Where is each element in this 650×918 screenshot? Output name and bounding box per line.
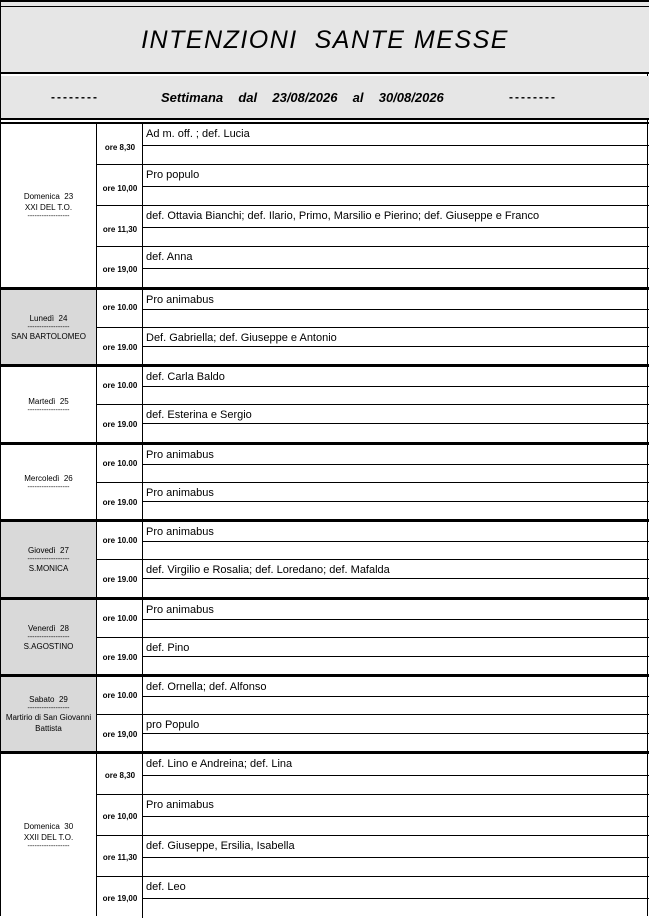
day-label xyxy=(1,367,97,442)
intention-line xyxy=(143,165,649,187)
mass-time: ore 11,30 xyxy=(102,853,138,862)
mass-slot xyxy=(97,328,649,365)
mass-slot xyxy=(97,715,649,752)
mass-intention: Pro animabus xyxy=(146,449,214,461)
mass-slot xyxy=(97,795,649,836)
mass-time: ore 11,30 xyxy=(102,225,138,234)
top-rule xyxy=(1,6,649,7)
intention-line xyxy=(143,290,649,310)
day-block-wednesday-26 xyxy=(1,443,649,520)
day-block-monday-24 xyxy=(1,288,649,365)
mass-slot xyxy=(97,522,649,560)
title-banner xyxy=(1,0,649,74)
mass-intention: def. Anna xyxy=(146,251,193,263)
mass-intention: Pro animabus xyxy=(146,604,214,616)
mass-slot xyxy=(97,600,649,638)
day-dashes: ------------------ xyxy=(27,842,70,850)
day-block-sunday-30 xyxy=(1,752,649,916)
mass-time: ore 10,00 xyxy=(102,812,138,821)
page-title: INTENZIONI SANTE MESSE xyxy=(141,26,509,54)
day-dashes: ------------------ xyxy=(27,323,70,331)
mass-slot xyxy=(97,367,649,405)
mass-time-cell xyxy=(97,522,143,559)
feast-name: S.AGOSTINO xyxy=(23,641,74,651)
mass-time-cell xyxy=(97,367,143,404)
mass-time-cell xyxy=(97,206,143,246)
mass-time-cell xyxy=(97,560,143,598)
mass-intention: Pro animabus xyxy=(146,294,214,306)
mass-intention: def. Ornella; def. Alfonso xyxy=(146,681,267,693)
mass-time: ore 19,00 xyxy=(102,265,138,274)
intention-line xyxy=(143,522,649,542)
mass-intention: Pro animabus xyxy=(146,799,214,811)
day-name: Domenica 23 xyxy=(23,192,74,201)
day-name: Sabato 29 xyxy=(29,695,68,704)
day-label xyxy=(1,290,97,364)
mass-time: ore 10.00 xyxy=(102,459,138,468)
day-dashes: ------------------ xyxy=(27,213,70,220)
intention-line xyxy=(143,638,649,657)
week-range: Settimana dal 23/08/2026 al 30/08/2026 xyxy=(161,90,444,105)
mass-time: ore 10.00 xyxy=(102,303,138,312)
mass-time: ore 19.00 xyxy=(102,498,138,507)
mass-time: ore 19.00 xyxy=(102,343,138,352)
day-label xyxy=(1,677,97,751)
day-label xyxy=(1,445,97,519)
mass-time: ore 10.00 xyxy=(102,536,138,545)
day-dashes: ------------------ xyxy=(27,406,70,414)
mass-slot xyxy=(97,445,649,483)
day-label xyxy=(1,754,97,916)
mass-time-cell xyxy=(97,124,143,164)
day-name: Giovedì 27 xyxy=(28,546,69,555)
mass-intention: Pro populo xyxy=(146,169,200,181)
day-dashes: ------------------ xyxy=(27,484,70,491)
mass-time-cell xyxy=(97,877,143,918)
mass-intention: def. Leo xyxy=(146,881,186,893)
mass-time-cell xyxy=(97,600,143,637)
mass-time: ore 10.00 xyxy=(102,614,138,623)
liturgical-week: XXI DEL T.O. xyxy=(24,203,73,212)
intention-line xyxy=(143,247,649,269)
mass-intention: def. Esterina e Sergio xyxy=(146,409,252,421)
intention-line xyxy=(143,877,649,899)
mass-slot xyxy=(97,206,649,247)
mass-intention: def. Lino e Andreina; def. Lina xyxy=(146,758,293,770)
day-name: Mercoledì 26 xyxy=(24,474,73,483)
mass-slot xyxy=(97,405,649,443)
mass-time: ore 8,30 xyxy=(104,771,136,780)
mass-time: ore 19.00 xyxy=(102,420,138,429)
mass-time-cell xyxy=(97,165,143,205)
mass-time-cell xyxy=(97,247,143,287)
mass-intention: Pro animabus xyxy=(146,487,214,499)
mass-intention: Pro animabus xyxy=(146,526,214,538)
mass-slot xyxy=(97,638,649,675)
mass-slot xyxy=(97,677,649,715)
mass-intention: def. Ottavia Bianchi; def. Ilario, Primo, Marsilio e Pierino; def. Giuseppe e Franco xyxy=(146,210,540,222)
intention-line xyxy=(143,445,649,465)
mass-time: ore 10,00 xyxy=(102,184,138,193)
mass-slot xyxy=(97,290,649,328)
mass-intention: def. Giuseppe, Ersilia, Isabella xyxy=(146,840,295,852)
day-dashes: ------------------ xyxy=(27,556,70,563)
mass-slot xyxy=(97,124,649,165)
mass-time: ore 19.00 xyxy=(102,575,138,584)
dashes-right: -------- xyxy=(509,90,557,104)
mass-time-cell xyxy=(97,677,143,714)
mass-time-cell xyxy=(97,836,143,876)
mass-time: ore 19,00 xyxy=(102,730,138,739)
feast-name: S.MONICA xyxy=(28,564,69,573)
mass-slot xyxy=(97,247,649,287)
week-banner xyxy=(1,76,649,120)
day-dashes: ------------------ xyxy=(27,705,70,712)
mass-time-cell xyxy=(97,795,143,835)
feast-name: Martirio di San Giovanni Battista xyxy=(5,713,92,733)
mass-time: ore 19,00 xyxy=(102,894,138,903)
mass-time-cell xyxy=(97,754,143,794)
mass-time: ore 10.00 xyxy=(102,691,138,700)
day-label xyxy=(1,522,97,597)
mass-intention: def. Carla Baldo xyxy=(146,371,225,383)
mass-time-cell xyxy=(97,638,143,675)
mass-intention: pro Populo xyxy=(146,719,200,731)
day-block-saturday-29 xyxy=(1,675,649,752)
mass-time-cell xyxy=(97,483,143,520)
mass-time-cell xyxy=(97,715,143,752)
day-block-thursday-27 xyxy=(1,520,649,598)
mass-time-cell xyxy=(97,405,143,443)
mass-time-cell xyxy=(97,290,143,327)
mass-slot xyxy=(97,877,649,918)
mass-slot xyxy=(97,836,649,877)
mass-slot xyxy=(97,560,649,598)
day-name: Domenica 30 xyxy=(23,821,74,831)
mass-slot xyxy=(97,754,649,795)
intention-line xyxy=(143,715,649,734)
mass-time-cell xyxy=(97,328,143,365)
mass-slot xyxy=(97,483,649,520)
intention-line xyxy=(143,483,649,502)
intention-line xyxy=(143,795,649,817)
mass-time: ore 8,30 xyxy=(104,143,136,152)
day-name: Lunedì 24 xyxy=(29,313,68,323)
mass-time-cell xyxy=(97,445,143,482)
day-block-friday-28 xyxy=(1,598,649,675)
day-label xyxy=(1,600,97,674)
day-block-sunday-23 xyxy=(1,122,649,288)
day-label xyxy=(1,124,97,287)
mass-slot xyxy=(97,165,649,206)
mass-intention: Def. Gabriella; def. Giuseppe e Antonio xyxy=(146,332,337,344)
intention-line xyxy=(143,600,649,620)
feast-name: SAN BARTOLOMEO xyxy=(11,331,86,341)
mass-intention: Ad m. off. ; def. Lucia xyxy=(146,128,250,140)
mass-time: ore 19.00 xyxy=(102,653,138,662)
day-block-tuesday-25 xyxy=(1,365,649,443)
dashes-left: -------- xyxy=(51,90,99,104)
day-dashes: ------------------ xyxy=(27,633,70,641)
day-name: Martedì 25 xyxy=(28,396,69,406)
mass-time: ore 10.00 xyxy=(102,381,138,390)
day-name: Venerdì 28 xyxy=(28,623,69,633)
liturgical-week: XXII DEL T.O. xyxy=(23,832,74,842)
mass-intention: def. Virgilio e Rosalia; def. Loredano; def. Mafalda xyxy=(146,564,390,576)
mass-intention: def. Pino xyxy=(146,642,190,654)
